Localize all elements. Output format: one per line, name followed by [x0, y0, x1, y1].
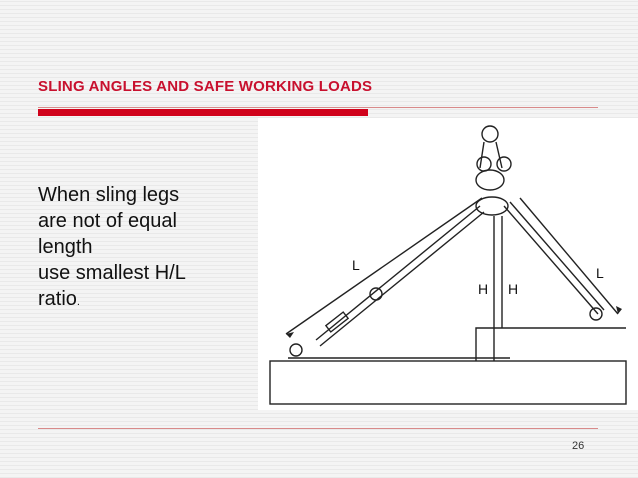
right-length-dimension	[520, 198, 618, 314]
body-line-1: When sling legs	[38, 184, 180, 206]
page-number: 26	[572, 440, 585, 452]
sling-diagram-svg	[258, 118, 638, 410]
body-line-4: use smallest H/L	[38, 262, 186, 284]
left-leg-line-a	[316, 206, 480, 340]
body-line-3: length	[38, 236, 93, 258]
slide-title: SLING ANGLES AND SAFE WORKING LOADS	[38, 78, 373, 95]
body-text	[38, 182, 263, 315]
right-leg-line-a	[504, 206, 598, 314]
footer-divider-line	[38, 428, 598, 429]
right-anchor-shackle	[590, 308, 602, 320]
body-line-5-suffix: .	[76, 296, 80, 308]
right-leg-label: L	[596, 265, 604, 281]
height-label-right: H	[508, 281, 519, 297]
left-leg-label: L	[352, 257, 360, 273]
hook-body	[476, 170, 504, 190]
body-line-5-text: ratio	[38, 288, 77, 310]
top-hook-eye	[482, 126, 498, 142]
sling-diagram	[258, 118, 638, 410]
left-anchor-shackle	[290, 344, 302, 356]
height-label-left: H	[478, 281, 489, 297]
title-accent-bar	[38, 109, 368, 116]
shackle-left	[477, 157, 491, 171]
master-link	[476, 197, 508, 215]
shackle-right	[497, 157, 511, 171]
title-divider-line	[38, 107, 598, 108]
body-line-2: are not of equal	[38, 210, 177, 232]
right-leg-line-b	[510, 202, 604, 310]
load-step	[476, 328, 626, 361]
load-block	[270, 361, 626, 404]
left-leg-line-b	[320, 212, 484, 346]
left-length-dimension	[286, 198, 482, 334]
body-line-5	[38, 286, 263, 315]
